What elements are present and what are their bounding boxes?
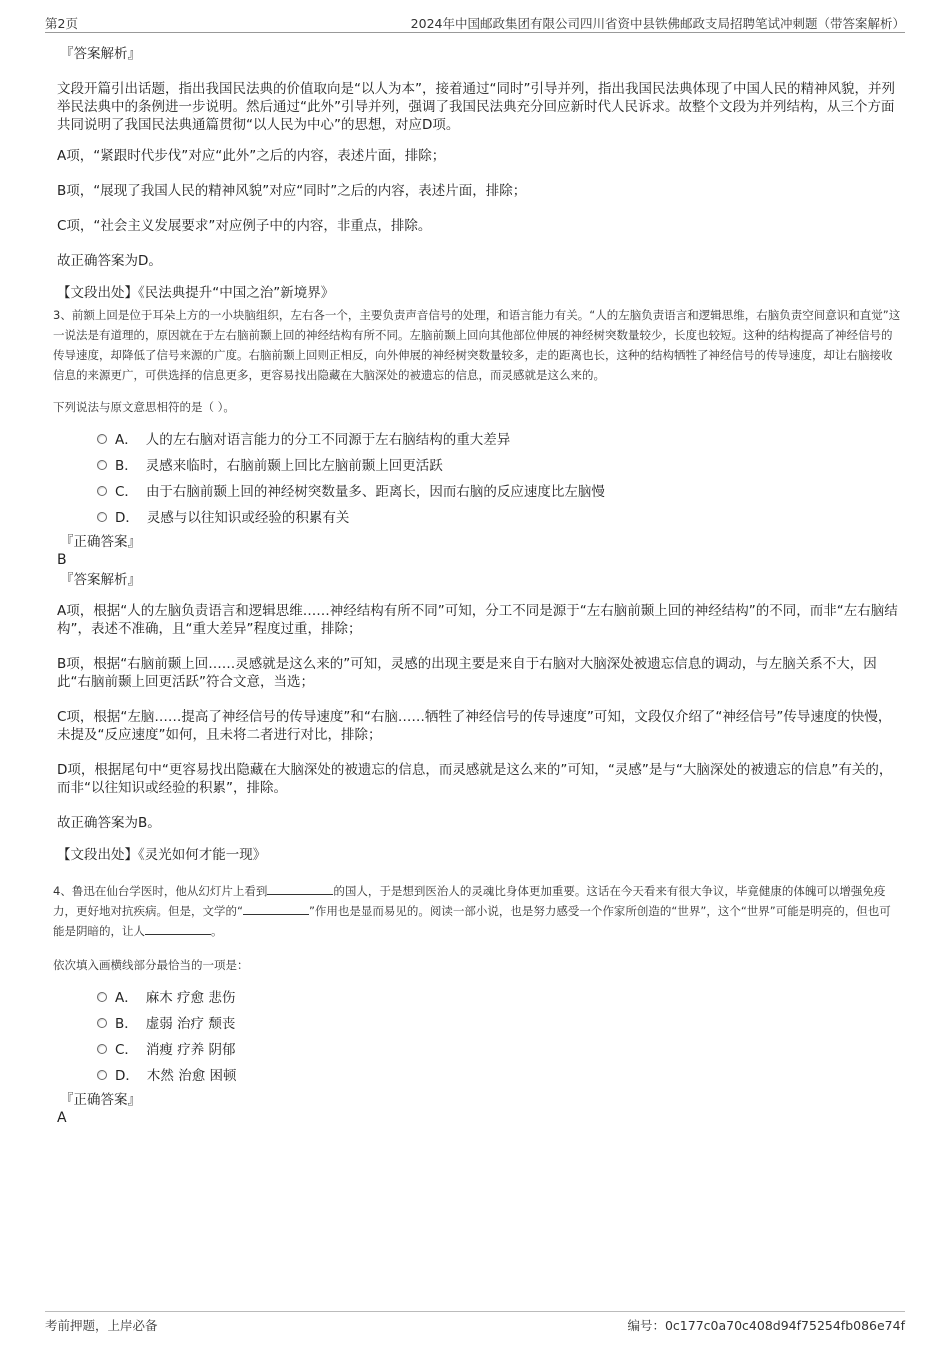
- q2-analysis-a: A项，“紧跟时代步伐”对应“此外”之后的内容，表述片面，排除；: [57, 148, 446, 164]
- radio-icon[interactable]: [97, 434, 107, 444]
- q3-analysis-label: 『答案解析』: [60, 572, 141, 588]
- q3-options: [97, 427, 902, 531]
- q4-stem: 4、鲁迅在仙台学医时，他从幻灯片上看到 的国人，于是想到医治人的灵魂比身体更加重要。这话在今天看来有很大争议，毕竟健康的体魄可以增强免疫力，更好地对抗疾病。但是，文学的“ ”作用也是显而易见的。阅读一部小说，也是努力感受一个作家所创造的“世界”，这个“世界”可能是明亮的，但也可能是阴暗的，让人 。: [53, 884, 891, 938]
- q3-stem: 3、前额上回是位于耳朵上方的一小块脑组织，左右各一个，主要负责声音信号的处理，和语言能力有关。“人的左脑负责语言和逻辑思维，右脑负责空间意识和直觉”这一说法是有道理的，原因就在于左右脑前颞上回的神经结构有所不同。左脑前颞上回向其他部位伸展的神经树突数量较少，长度也较短。这种的结构提高了神经信号的传导速度，却降低了信号来源的广度。右脑前颞上回则正相反，向外伸展的神经树突数量较多，走的距离也长，这种的结构牺牲了神经信号的传导速度，却让右脑接收信息的来源更广，可供选择的信息更多，更容易找出隐藏在大脑深处的被遗忘的信息，而灵感就是这么来的。: [53, 308, 901, 382]
- q4-answer-label: 『正确答案』: [60, 1092, 141, 1108]
- page-number: 第2页: [45, 16, 78, 31]
- radio-icon[interactable]: [97, 992, 107, 1002]
- q3-answer: B: [57, 552, 67, 568]
- document-body: [53, 45, 902, 1127]
- q3-option-a[interactable]: A． 人的左右脑对语言能力的分工不同源于左右脑结构的重大差异: [97, 427, 902, 453]
- q3-answer-label: 『正确答案』: [60, 534, 141, 550]
- q3-source: 【文段出处】《灵光如何才能一现》: [57, 847, 267, 863]
- page-footer: [45, 1311, 905, 1336]
- q4-option-b[interactable]: B． 虚弱 治疗 颓丧: [97, 1011, 902, 1037]
- q2-analysis-b: B项，“展现了我国人民的精神风貌”对应“同时”之后的内容，表述片面，排除；: [57, 183, 527, 199]
- q2-analysis-c: C项，“社会主义发展要求”对应例子中的内容，非重点，排除。: [57, 218, 432, 234]
- fill-blank-2[interactable]: [243, 902, 309, 915]
- q3-question: 下列说法与原文意思相符的是（ ）。: [53, 400, 235, 414]
- radio-icon[interactable]: [97, 1044, 107, 1054]
- q3-option-c[interactable]: C． 由于右脑前颞上回的神经树突数量多、距离长，因而右脑的反应速度比左脑慢: [97, 479, 902, 505]
- q4-question: 依次填入画横线部分最恰当的一项是：: [53, 958, 249, 972]
- q3-conclusion: 故正确答案为B。: [57, 815, 161, 831]
- q3-option-b[interactable]: B． 灵感来临时，右脑前颞上回比左脑前颞上回更活跃: [97, 453, 902, 479]
- q2-analysis-label: 『答案解析』: [60, 46, 141, 62]
- q2-source: 【文段出处】《民法典提升“中国之治”新境界》: [57, 285, 335, 301]
- q3-analysis-d: D项，根据尾句中“更容易找出隐藏在大脑深处的被遗忘的信息，而灵感就是这么来的”可知，“灵感”是与“大脑深处的被遗忘的信息”有关的，而非“以往知识或经验的积累”，排除。: [57, 762, 893, 796]
- document-title: 2024年中国邮政集团有限公司四川省资中县铁佛邮政支局招聘笔试冲刺题（带答案解析）: [410, 16, 905, 31]
- radio-icon[interactable]: [97, 1018, 107, 1028]
- footer-slogan: 考前押题，上岸必备: [45, 1318, 158, 1333]
- q4-option-d[interactable]: D． 木然 治愈 困顿: [97, 1063, 902, 1089]
- q4-options: [97, 985, 902, 1089]
- fill-blank-3[interactable]: [145, 922, 211, 935]
- q2-analysis-paragraph: 文段开篇引出话题，指出我国民法典的价值取向是“以人为本”，接着通过“同时”引导并列，指出我国民法典体现了中国人民的精神风貌，并列举民法典中的条例进一步说明。然后通过“此外”引导并列，强调了我国民法典充分回应新时代人民诉求。故整个文段为并列结构，从三个方面共同说明了我国民法典通篇贯彻“以人民为中心”的思想，对应D项。: [57, 81, 895, 133]
- radio-icon[interactable]: [97, 460, 107, 470]
- q3-option-d[interactable]: D． 灵感与以往知识或经验的积累有关: [97, 505, 902, 531]
- document-id: 编号：0c177c0a70c408d94f75254fb086e74f: [627, 1318, 905, 1333]
- radio-icon[interactable]: [97, 486, 107, 496]
- q3-analysis-a: A项，根据“人的左脑负责语言和逻辑思维……神经结构有所不同”可知，分工不同是源于“左右脑前颞上回的神经结构”的不同，而非“左右脑结构”，表述不准确，且“重大差异”程度过重，排除；: [57, 603, 898, 637]
- q2-conclusion: 故正确答案为D。: [57, 253, 162, 269]
- radio-icon[interactable]: [97, 1070, 107, 1080]
- page-header: [45, 12, 905, 33]
- q3-analysis-c: C项，根据“左脑……提高了神经信号的传导速度”和“右脑……牺牲了神经信号的传导速度”可知，文段仅介绍了“神经信号”传导速度的快慢，未提及“反应速度”如何，且未将二者进行对比，排除；: [57, 709, 892, 743]
- q3-analysis-b: B项，根据“右脑前颞上回……灵感就是这么来的”可知，灵感的出现主要是来自于右脑对大脑深处被遗忘信息的调动，与左脑关系不大，因此“右脑前颞上回更活跃”符合文意，当选；: [57, 656, 877, 690]
- q4-option-c[interactable]: C． 消瘦 疗养 阴郁: [97, 1037, 902, 1063]
- q4-answer: A: [57, 1110, 67, 1126]
- radio-icon[interactable]: [97, 512, 107, 522]
- fill-blank-1[interactable]: [267, 882, 333, 895]
- q4-option-a[interactable]: A． 麻木 疗愈 悲伤: [97, 985, 902, 1011]
